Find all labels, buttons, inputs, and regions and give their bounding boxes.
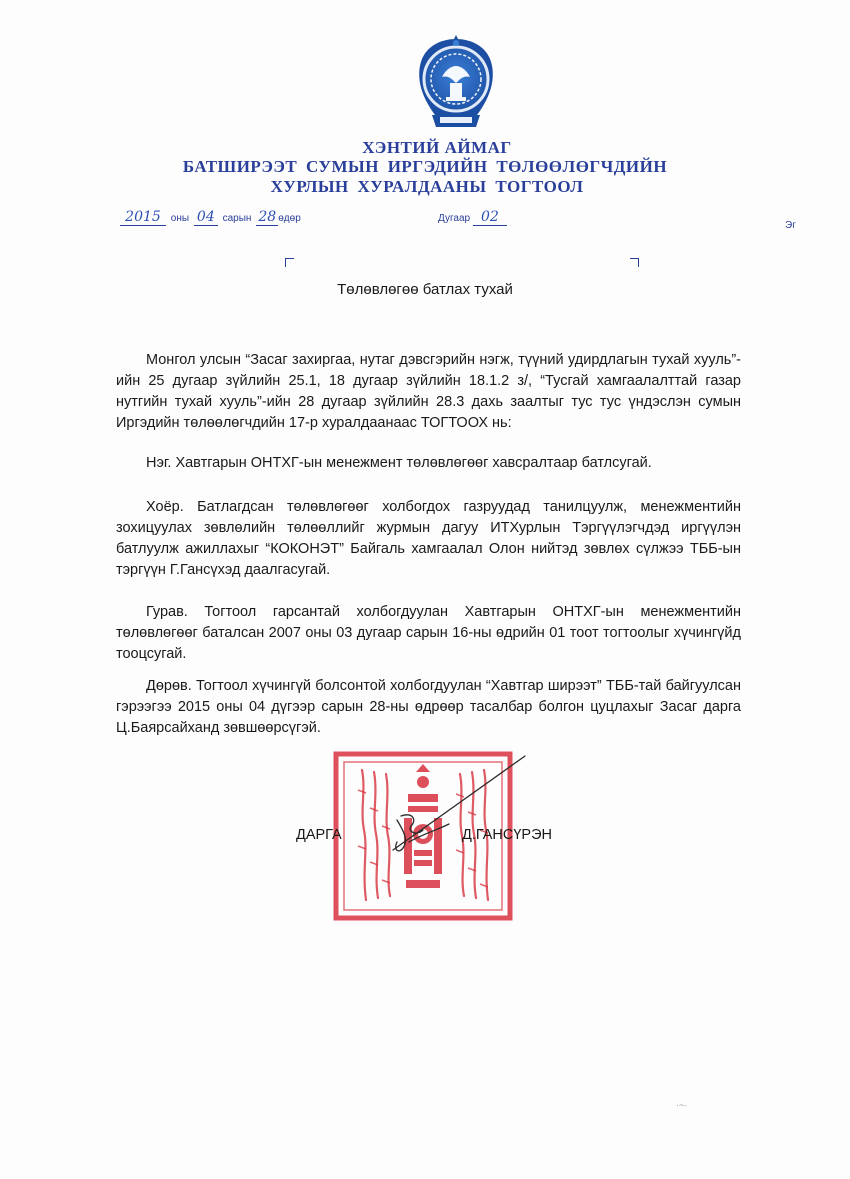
- header-resolution: ХУРЛЫН ХУРАЛДААНЫ ТОГТООЛ: [270, 177, 584, 196]
- scan-artifact: ·~·: [676, 1100, 688, 1110]
- clause-one: Нэг. Хавтгарын ОНТХГ-ын менежмент төлөвлөгөөг хавсралтаар батлсугай.: [146, 455, 652, 471]
- document-title: Төлөвлөгөө батлах тухай: [337, 281, 513, 298]
- date-day-label: өдөр: [278, 213, 301, 224]
- clause-four: Дөрөв. Тогтоол хүчингүй болсонтой холбогдуулан “Хавтгар ширээт” ТББ-тай байгуулсан гэрээгээ 2015 оны 04 дүгээр сарын 28-ны өдрөөр тасалбар болгон цуцлахыг Засаг дарга Ц.Баярсайханд зөвшөөрсүгэй.: [116, 678, 741, 736]
- state-emblem-icon: [412, 33, 500, 133]
- signatory-position: ДАРГА: [296, 827, 342, 843]
- date-day: 28: [256, 209, 278, 226]
- handwritten-signature: [383, 750, 533, 860]
- date-year: 2015: [120, 209, 166, 226]
- date-month-label: сарын: [222, 213, 252, 224]
- number-value: 02: [473, 209, 507, 226]
- header-aimag: ХЭНТИЙ АЙМАГ: [362, 138, 512, 157]
- clause-two: Хоёр. Батлагдсан төлөвлөгөөг холбогдох газруудад танилцуулж, менежментийн зохицуулах зөвлөлийн төлөөллийг журмын дагуу ИТХурлын Тэргүүлэгчдэд иргүүлэн батлуулж ажиллахыг “КОКОНЭТ” Байгаль хамгаалал Олон нийтэд зөвлөх сүлжээ ТББ-ын тэргүүн Г.Гансүхэд даалгасугай.: [116, 499, 741, 578]
- dateline: [120, 209, 301, 226]
- header-sum-council: БАТШИРЭЭТ СУМЫН ИРГЭДИЙН ТӨЛӨӨЛӨГЧДИЙН: [182, 157, 668, 176]
- signatory-name: Д.ГАНСҮРЭН: [462, 827, 552, 843]
- title-bracket-right: [630, 258, 639, 267]
- title-bracket-left: [285, 258, 294, 267]
- date-year-label: оны: [170, 213, 190, 224]
- document-number: [438, 209, 507, 226]
- place-label: Эг: [785, 220, 796, 231]
- number-label: Дугаар: [438, 213, 471, 224]
- preamble-paragraph: Монгол улсын “Засаг захиргаа, нутаг дэвсгэрийн нэгж, түүний удирдлагын тухай хууль”-ийн 25 дугаар зүйлийн 25.1, 18 дугаар зүйлийн 18.1.2 з/, “Тусгай хамгаалалттай газар нутгийн тухай хууль”-ийн 28 дугаар зүйлийн 28.3 дахь заалтыг тус тус үндэслэн сумын Иргэдийн төлөөлөгчдийн 17-р хуралдаанаас ТОГТООХ нь:: [116, 352, 741, 431]
- clause-three: Гурав. Тогтоол гарсантай холбогдуулан Хавтгарын ОНТХГ-ын менежментийн төлөвлөгөөг баталсан 2007 оны 03 дугаар сарын 16-ны өдрийн 01 тоот тогтоолыг хүчингүйд тооцсугай.: [116, 604, 741, 662]
- date-month: 04: [194, 209, 218, 226]
